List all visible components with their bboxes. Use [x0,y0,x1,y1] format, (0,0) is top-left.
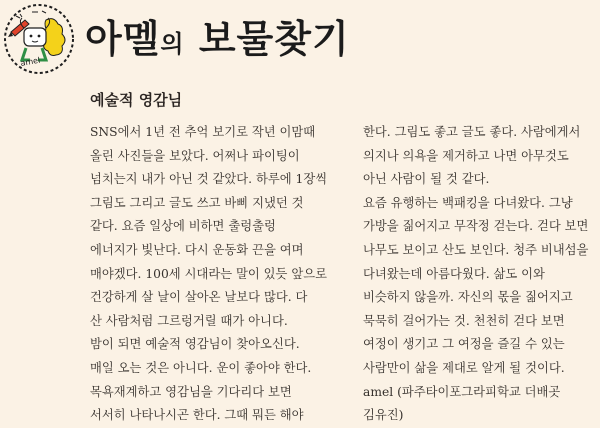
title-part2: 의 [160,30,185,58]
logo [2,2,76,76]
article-subtitle: 예술적 영감님 [90,91,183,109]
text-line: 다녀왔는데 아름다웠다. 삶도 이와 [363,266,545,281]
text-line: 건강하게 살 날이 살아온 날보다 많다. 다 [90,290,308,305]
text-line: 올린 사진들을 보았다. 어쩌나 파이팅이 [90,148,300,163]
title-part1: 아멜 [85,17,161,61]
text-line: amel (파주타이포그라피학교 더배곳 [363,384,561,399]
text-line: 요즘 유행하는 백패킹을 다녀왔다. 그냥 [363,195,573,210]
article-column-1 [90,121,338,428]
text-line: 나무도 보이고 산도 보인다. 청주 비내섬을 [363,242,589,257]
article-column-2 [363,121,600,428]
text-line: 아닌 사람이 될 것 같다. [363,172,490,187]
text-line: 매일 오는 것은 아니다. 운이 좋아야 한다. [90,360,312,375]
logo-text: amel [19,55,41,68]
text-line: 에너지가 빛난다. 다시 운동화 끈을 여며 [90,242,304,257]
text-line: 김유진) [363,408,404,423]
text-line: 사람만이 삶을 제대로 알게 될 것이다. [363,360,565,375]
text-line: 매야겠다. 100세 시대라는 말이 있듯 앞으로 [90,266,327,281]
text-line: 한다. 그림도 좋고 글도 좋다. 사람에게서 [363,125,581,139]
text-line: 산 사람처럼 그르렁거릴 때가 아니다. [90,313,288,328]
text-line: 가방을 짊어지고 무작정 걷는다. 걷다 보면 [363,219,589,234]
page-title [85,8,350,63]
title-part3: 보물찾기 [184,17,350,61]
text-line: 그림도 그리고 글도 쓰고 바삐 지냈던 것 [90,195,304,210]
text-line: 여정이 생기고 그 여정을 즐길 수 있는 [363,337,565,352]
text-line: 비슷하지 않을까. 자신의 몫을 짊어지고 [363,290,573,305]
text-line: 넘치는지 내가 아닌 것 같았다. 하루에 1장씩 [90,172,328,187]
text-line: 의지나 의욕을 제거하고 나면 아무것도 [363,148,569,163]
text-line: 밤이 되면 예술적 영감님이 찾아오신다. [90,337,300,352]
text-line: SNS에서 1년 전 추억 보기로 작년 이맘때 [90,125,316,139]
text-line: 묵묵히 걸어가는 것. 천천히 걷다 보면 [363,313,565,328]
text-line: 같다. 요즘 일상에 비하면 출렁출렁 [90,219,276,234]
text-line: 서서히 나타나시곤 한다. 그때 뭐든 해야 [90,408,304,423]
text-line: 목욕재계하고 영감님을 기다리다 보면 [90,384,292,399]
